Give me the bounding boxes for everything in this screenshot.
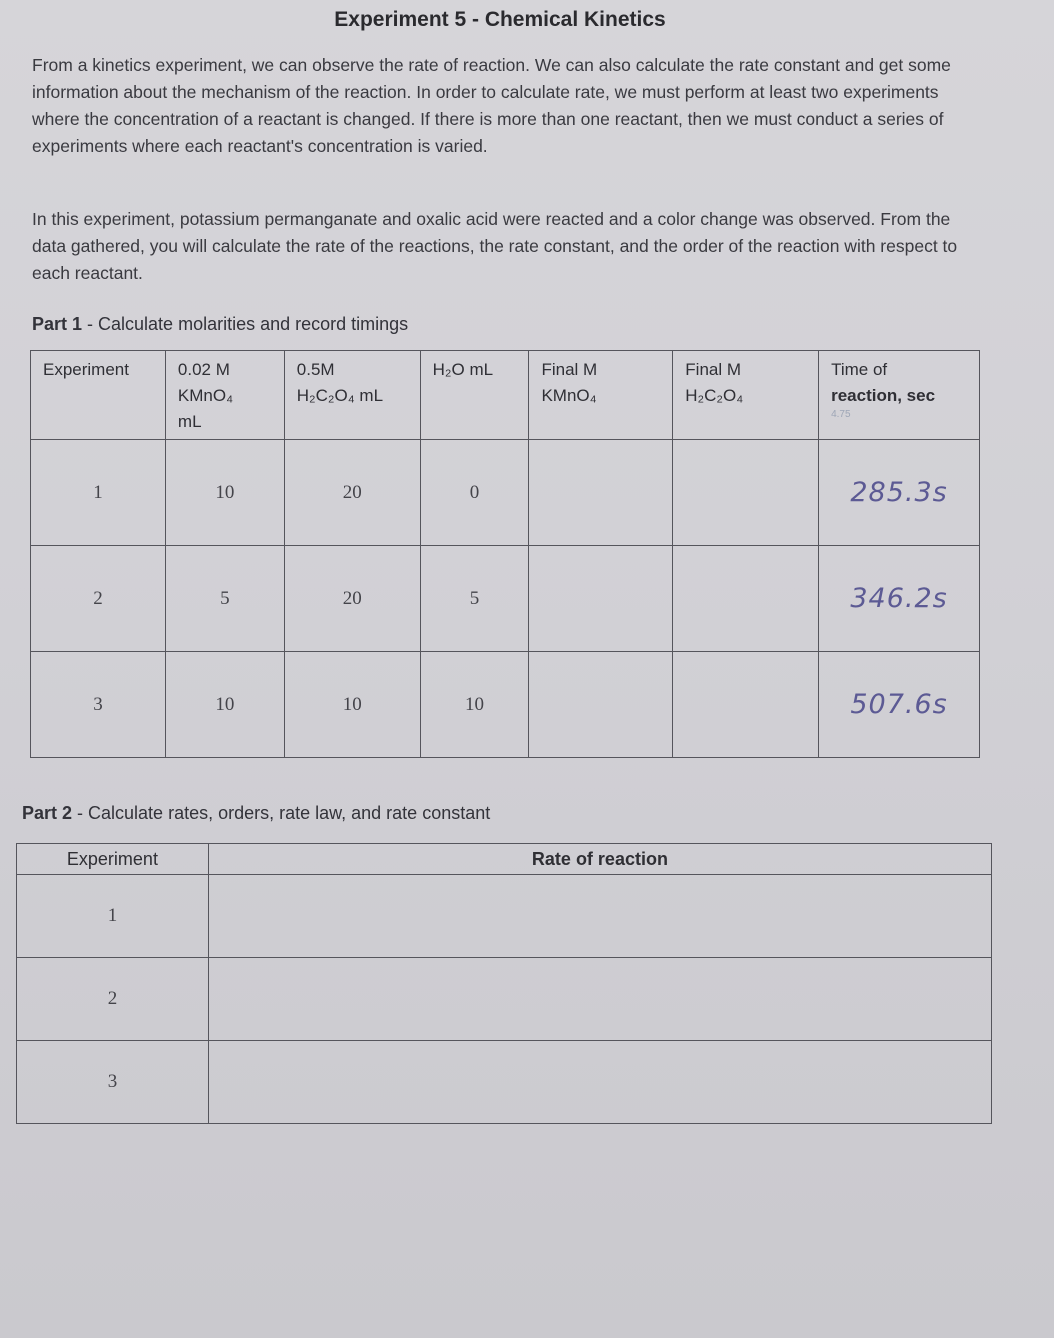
table-row <box>17 875 992 958</box>
table-row <box>31 440 980 546</box>
header-time-line1: Time of <box>831 360 888 379</box>
table-row <box>31 652 980 758</box>
cell-final-h2c2o4[interactable] <box>673 440 819 546</box>
header-final-h2c2o4-line1: Final M <box>685 360 742 379</box>
handwritten-time: 285.3s <box>850 477 948 508</box>
header-h2c2o4-line2: H₂C₂O₄ mL <box>296 386 384 405</box>
header-kmno4-line2: KMnO₄ <box>177 386 234 405</box>
table-row <box>31 546 980 652</box>
cell-experiment: 1 <box>17 875 209 958</box>
cell-water-ml: 10 <box>420 652 529 758</box>
cell-experiment: 2 <box>17 958 209 1041</box>
cell-time[interactable] <box>819 652 980 758</box>
table-row <box>17 958 992 1041</box>
header-final-kmno4 <box>529 351 673 440</box>
header-kmno4-line1: 0.02 M <box>177 360 230 379</box>
cell-h2c2o4-ml: 20 <box>284 440 420 546</box>
intro-paragraph-1: From a kinetics experiment, we can observe the rate of reaction. We can also calculate the rate constant and get some information about the mechanism of the reaction. In order to calculate rate, we must perform at least two experiments where the concentration of a reactant is changed. If there is more than one reactant, then we must conduct a series of experiments where each reactant's concentration is varied. <box>32 55 951 156</box>
header-final-h2c2o4-line2: H₂C₂O₄ <box>685 386 744 405</box>
cell-kmno4-ml: 5 <box>165 546 284 652</box>
cell-final-h2c2o4[interactable] <box>673 546 819 652</box>
cell-h2c2o4-ml: 10 <box>284 652 420 758</box>
intro-paragraph-2: In this experiment, potassium permanganate and oxalic acid were reacted and a color change was observed. From the data gathered, you will calculate the rate of the reactions, the rate constant, and the order of the reaction with respect to each reactant. <box>32 209 958 283</box>
header-experiment <box>31 351 166 440</box>
part1-header-row <box>31 351 980 440</box>
header-experiment-text: Experiment <box>43 360 129 379</box>
cell-h2c2o4-ml: 20 <box>284 546 420 652</box>
cell-time[interactable] <box>819 546 980 652</box>
header-time-faint-note: 4.75 <box>831 409 851 420</box>
cell-final-h2c2o4[interactable] <box>673 652 819 758</box>
cell-experiment: 3 <box>31 652 166 758</box>
handwritten-time: 346.2s <box>850 583 948 614</box>
part1-heading-text: - Calculate molarities and record timings <box>82 314 409 334</box>
cell-water-ml: 5 <box>420 546 529 652</box>
cell-experiment: 2 <box>31 546 166 652</box>
cell-kmno4-ml: 10 <box>165 652 284 758</box>
header-rate <box>208 844 991 875</box>
header-time <box>819 351 980 440</box>
cell-rate[interactable] <box>208 875 991 958</box>
part2-heading-text: - Calculate rates, orders, rate law, and rate constant <box>72 803 491 823</box>
header-final-h2c2o4 <box>673 351 819 440</box>
part1-heading <box>32 314 408 335</box>
header-water-text: H₂O mL <box>432 360 494 379</box>
part2-table <box>16 843 992 1124</box>
header-experiment <box>17 844 209 875</box>
part2-heading <box>22 803 490 824</box>
cell-water-ml: 0 <box>420 440 529 546</box>
header-kmno4-line3: mL <box>177 412 202 431</box>
handwritten-time: 507.6s <box>850 689 948 720</box>
header-water-volume <box>420 351 529 440</box>
header-h2c2o4-line1: 0.5M <box>296 360 335 379</box>
header-h2c2o4-volume <box>284 351 420 440</box>
page-title: Experiment 5 - Chemical Kinetics <box>334 8 666 31</box>
header-kmno4-volume <box>165 351 284 440</box>
part2-label: Part 2 <box>22 803 73 823</box>
cell-rate[interactable] <box>208 958 991 1041</box>
cell-time[interactable] <box>819 440 980 546</box>
header-final-kmno4-line2: KMnO₄ <box>541 386 597 405</box>
cell-final-kmno4[interactable] <box>529 440 673 546</box>
header-experiment-text: Experiment <box>66 848 158 869</box>
cell-kmno4-ml: 10 <box>165 440 284 546</box>
table-row <box>17 1041 992 1124</box>
cell-experiment: 1 <box>31 440 166 546</box>
part2-header-row <box>17 844 992 875</box>
cell-rate[interactable] <box>208 1041 991 1124</box>
header-time-line2: reaction, sec <box>831 386 936 405</box>
part1-table <box>30 350 980 758</box>
header-rate-text: Rate of reaction <box>531 848 668 869</box>
part1-label: Part 1 <box>32 314 83 334</box>
cell-experiment: 3 <box>17 1041 209 1124</box>
cell-final-kmno4[interactable] <box>529 652 673 758</box>
header-final-kmno4-line1: Final M <box>541 360 598 379</box>
cell-final-kmno4[interactable] <box>529 546 673 652</box>
